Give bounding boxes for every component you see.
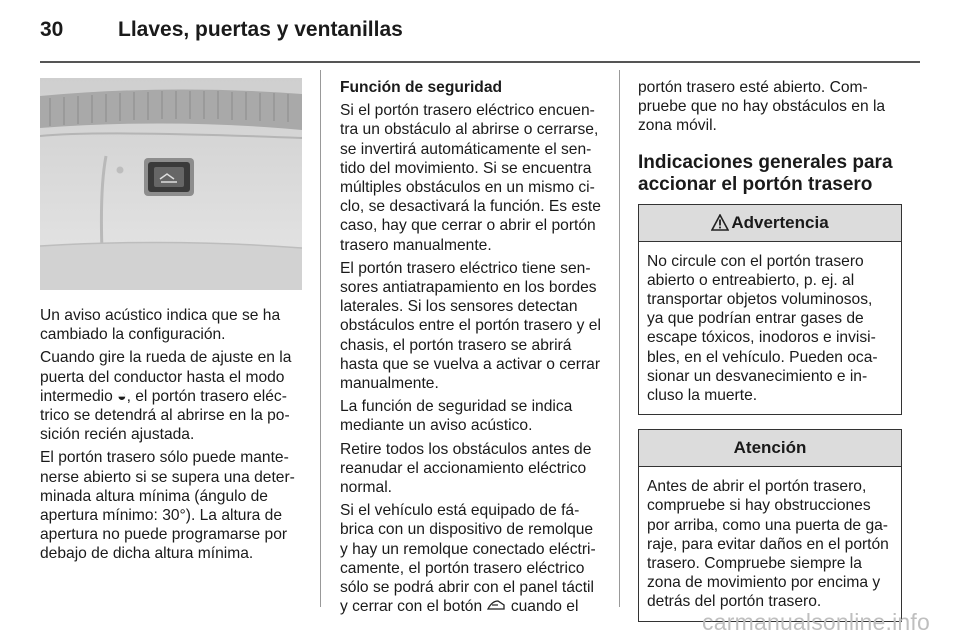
paragraph: Si el portón trasero eléctrico encuentra un obstáculo al abrirse o cerrarse, se invertirá automáticamente el sentido del movimiento. Si se encuentra múltiples obstáculos en un mismo ciclo, se desactivará la función. Es este caso, hay que cerrar o abrir el portón trasero manualmente. xyxy=(340,102,601,254)
paragraph: Un aviso acústico indica que se ha cambiado la configuración. xyxy=(40,307,281,344)
page-header xyxy=(40,18,403,48)
caution-title: Atención xyxy=(639,430,901,467)
paragraph: Cuando gire la rueda de ajuste en la puerta del conductor hasta el modo intermedio ◒, el portón trasero eléctrico se detendrá al abrirse en la posición recién ajustada. xyxy=(40,349,292,444)
column-2 xyxy=(340,78,602,620)
watermark: carmanualsonline.info xyxy=(702,609,930,635)
warning-triangle-icon xyxy=(711,208,729,244)
caution-text: Antes de abrir el portón trasero, compruebe si hay obstrucciones por arriba, como una puerta de garaje, para evitar daños en el portón trasero. Compruebe siempre la zona de movimiento por encima y detrás del portón trasero. xyxy=(647,478,889,611)
tailgate-close-button-icon xyxy=(486,599,506,614)
paragraph: El portón trasero sólo puede mantenerse abierto si se supera una determinada altura mínima (ángulo de apertura mínimo: 30°). La altura de apertura no puede programarse por debajo de dicha altura mínima. xyxy=(40,449,295,563)
paragraph: El portón trasero eléctrico tiene sensores antiatrapamiento en los bordes laterales. Si los sensores detectan obstáculos entre el portón trasero y el chasis, el portón trasero se abrirá hasta que se vuelva a activar o cerrar manualmente. xyxy=(340,259,601,393)
subheading: Función de seguridad xyxy=(340,79,503,96)
section-title: Indicaciones generales para accionar el portón trasero xyxy=(638,151,893,195)
tailgate-switch-illustration xyxy=(40,78,302,290)
warning-box xyxy=(638,204,902,416)
column-3 xyxy=(638,78,902,636)
header-rule xyxy=(40,61,920,63)
column-divider-1 xyxy=(320,70,321,607)
caution-box xyxy=(638,429,902,621)
intermediate-mode-icon: ◒ xyxy=(117,387,127,405)
chapter-title: Llaves, puertas y ventanillas xyxy=(118,18,403,41)
paragraph: portón trasero esté abierto. Compruebe que no hay obstáculos en la zona móvil. xyxy=(638,79,886,135)
paragraph: La función de seguridad se indica mediante un aviso acústico. xyxy=(340,398,573,435)
warning-text: No circule con el portón trasero abierto o entreabierto, p. ej. al transportar objetos voluminosos, ya que podrían entrar gases de escape tóxicos, inodoros e invisibles, en el vehículo. Pueden ocasionar un desvanecimiento e incluso la muerte. xyxy=(647,252,878,405)
page-number: 30 xyxy=(40,18,64,41)
paragraph: Retire todos los obstáculos antes de reanudar el accionamiento eléctrico normal. xyxy=(340,440,592,497)
column-1 xyxy=(40,78,302,568)
paragraph: Si el vehículo está equipado de fábrica con un dispositivo de remolque y hay un remolque conectado eléctricamente, el portón trasero eléctrico sólo se podrá abrir con el panel táctil y cerrar con el botón cuando el xyxy=(340,502,596,616)
column-divider-2 xyxy=(619,70,620,607)
warning-title: Advertencia xyxy=(639,205,901,242)
tailgate-switch-photo xyxy=(40,78,302,290)
